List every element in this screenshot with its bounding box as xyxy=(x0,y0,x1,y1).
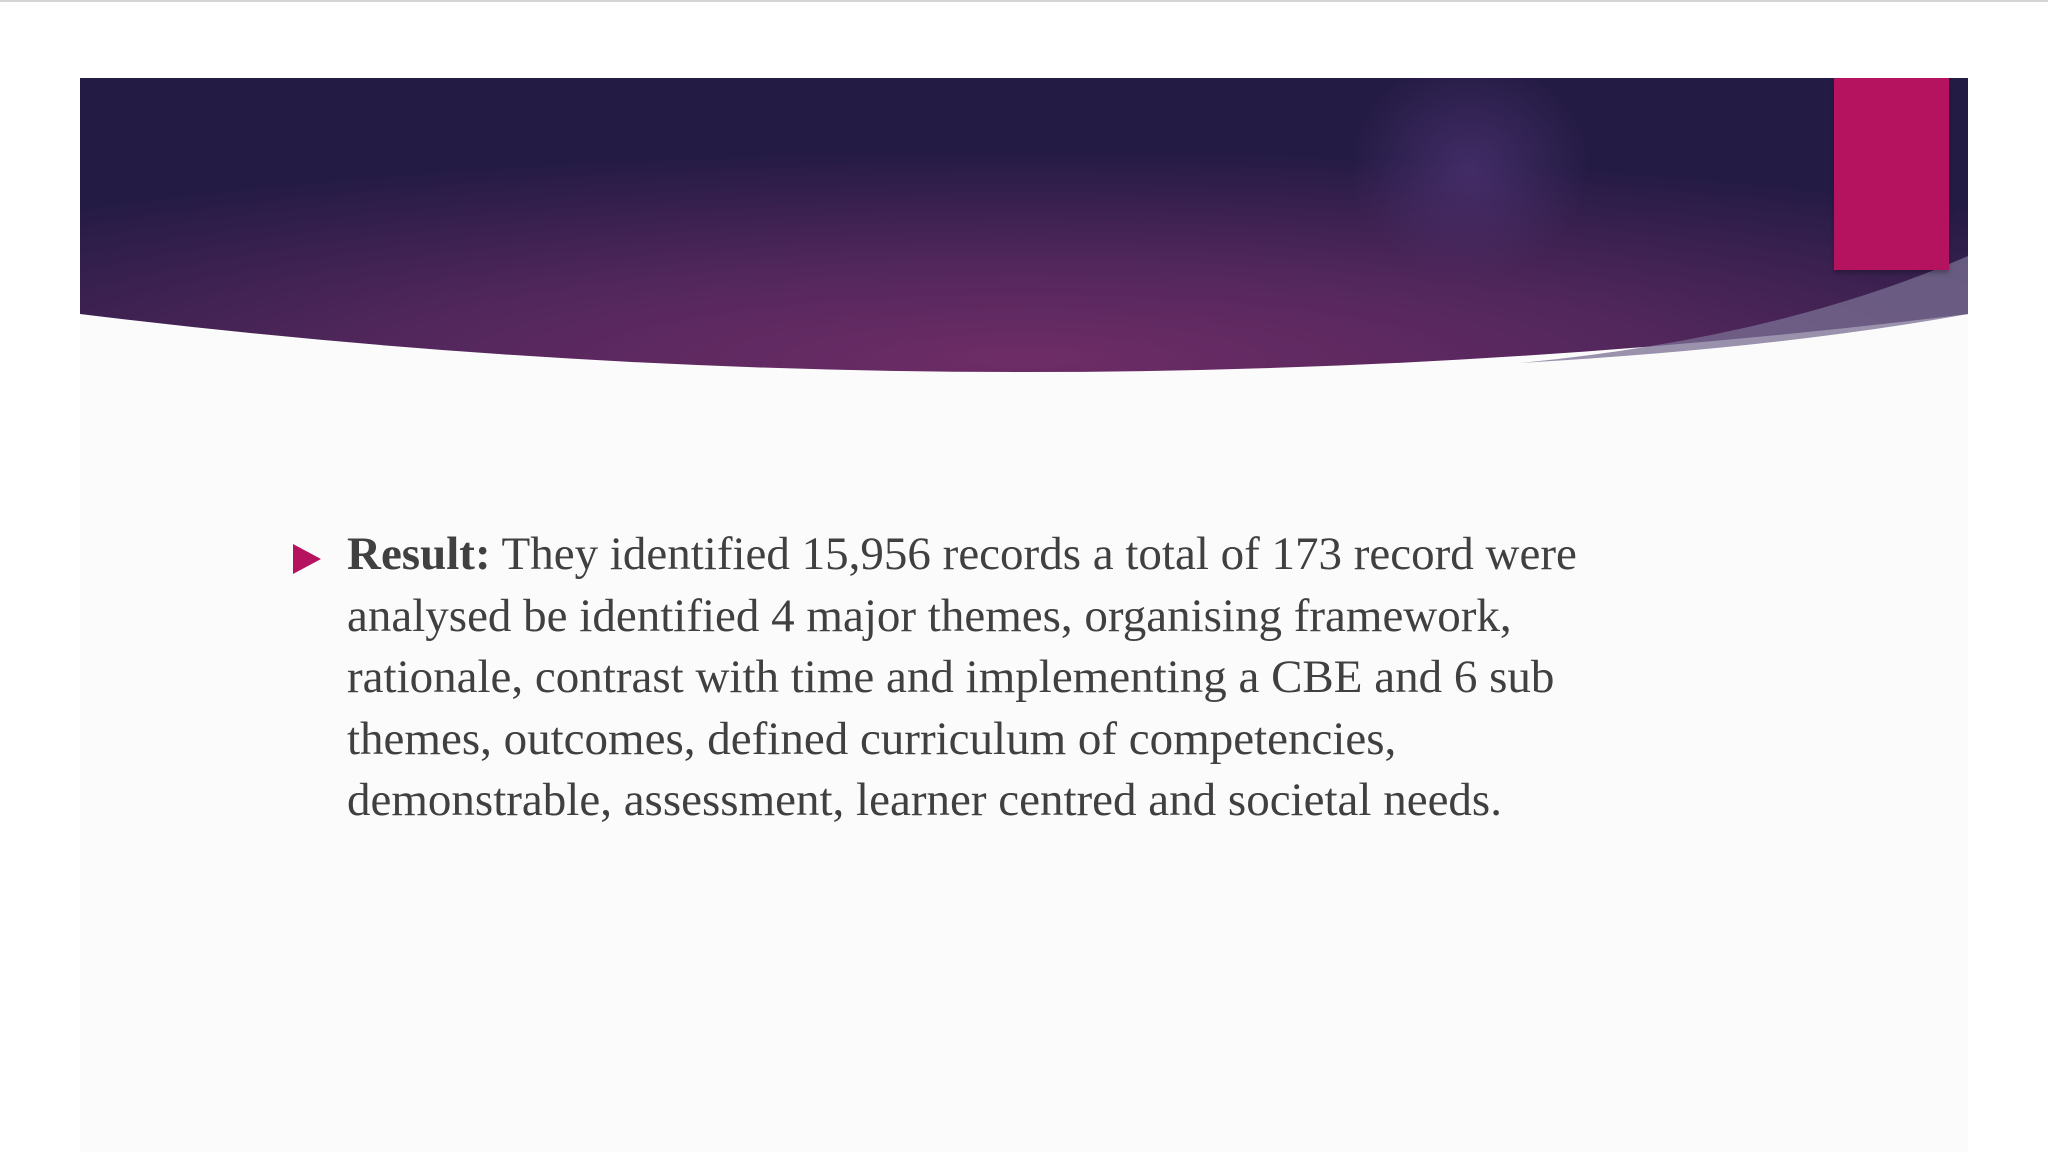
triangle-right-icon xyxy=(291,542,323,576)
content-area xyxy=(291,524,1731,832)
window-top-border xyxy=(0,0,2048,2)
bullet-item xyxy=(291,524,1731,832)
bullet-text-line-1: They identified 15,956 records a total of 173 record were xyxy=(490,528,1577,580)
bullet-lead-label: Result: xyxy=(347,528,491,580)
accent-tab xyxy=(1834,78,1949,270)
bullet-text-line-2: analysed be identified 4 major themes, organising framework, xyxy=(347,589,1512,642)
title-banner xyxy=(80,78,1968,382)
slide xyxy=(80,78,1968,1152)
bullet-text-line-3: rationale, contrast with time and implementing a CBE and 6 sub xyxy=(347,651,1555,703)
bullet-text-line-4: themes, outcomes, defined curriculum of competencies, xyxy=(347,712,1397,765)
bullet-text-line-5: demonstrable, assessment, learner centred and societal needs. xyxy=(347,774,1502,826)
